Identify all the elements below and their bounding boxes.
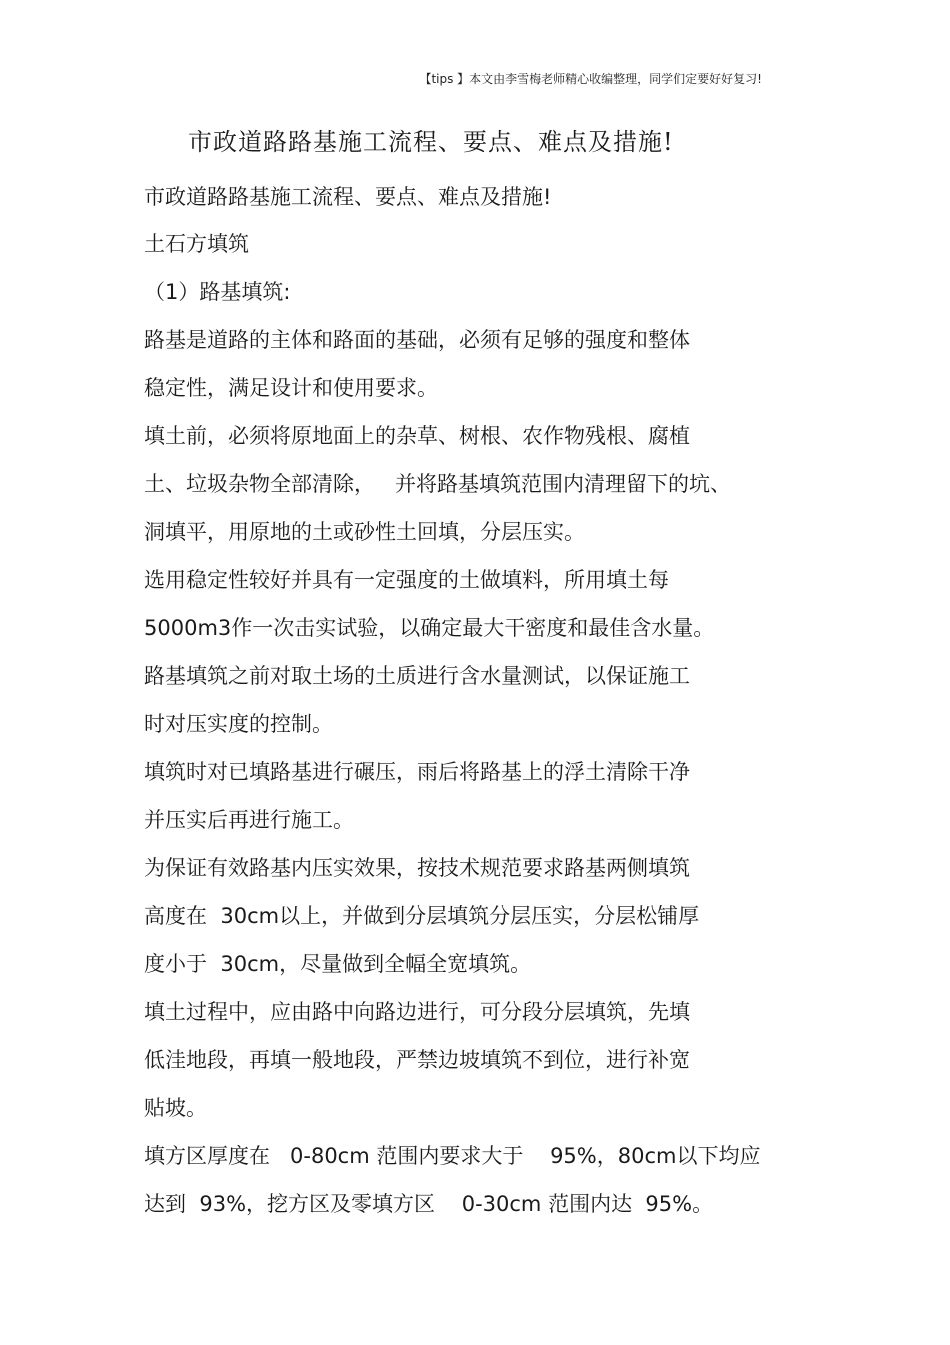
- body-line: 5000m3作一次击实试验，以确定最大干密度和最佳含水量。: [144, 616, 715, 640]
- body-line: 低洼地段，再填一般地段，严禁边坡填筑不到位，进行补宽: [144, 1048, 690, 1072]
- body-line: 填土过程中，应由路中向路边进行，可分段分层填筑，先填: [144, 1000, 690, 1024]
- body-line: 路基填筑之前对取土场的土质进行含水量测试，以保证施工: [144, 664, 690, 688]
- body-line: 贴坡。: [144, 1096, 207, 1120]
- body-line: 稳定性，满足设计和使用要求。: [144, 376, 438, 400]
- body-line: 填土前，必须将原地面上的杂草、树根、农作物残根、腐植: [144, 424, 690, 448]
- body-line: 为保证有效路基内压实效果，按技术规范要求路基两侧填筑: [144, 856, 690, 880]
- body-line: 路基是道路的主体和路面的基础，必须有足够的强度和整体: [144, 328, 690, 352]
- body-line: 填方区厚度在 0-80cm 范围内要求大于 95%，80cm以下均应: [144, 1144, 761, 1168]
- body-line: 选用稳定性较好并具有一定强度的土做填料，所用填土每: [144, 568, 669, 592]
- body-line: 市政道路路基施工流程、要点、难点及措施!: [144, 185, 552, 209]
- body-line: 高度在 30cm以上，并做到分层填筑分层压实，分层松铺厚: [144, 904, 700, 928]
- body-line: 土、垃圾杂物全部清除， 并将路基填筑范围内清理留下的坑、: [144, 472, 732, 496]
- header-tips-note: 【tips 】本文由李雪梅老师精心收编整理，同学们定要好好复习!: [419, 72, 762, 86]
- body-line: 填筑时对已填路基进行碾压，雨后将路基上的浮土清除干净: [144, 760, 690, 784]
- body-line: 洞填平，用原地的土或砂性土回填，分层压实。: [144, 520, 585, 544]
- section-heading: 土石方填筑: [144, 232, 249, 256]
- body-line: 度小于 30cm，尽量做到全幅全宽填筑。: [144, 952, 532, 976]
- body-line: 并压实后再进行施工。: [144, 808, 354, 832]
- body-line: 达到 93%，挖方区及零填方区 0-30cm 范围内达 95%。: [144, 1192, 714, 1216]
- body-line: 时对压实度的控制。: [144, 712, 333, 736]
- subsection-heading: （1）路基填筑:: [144, 280, 291, 304]
- document-title: 市政道路路基施工流程、要点、难点及措施!: [188, 128, 674, 156]
